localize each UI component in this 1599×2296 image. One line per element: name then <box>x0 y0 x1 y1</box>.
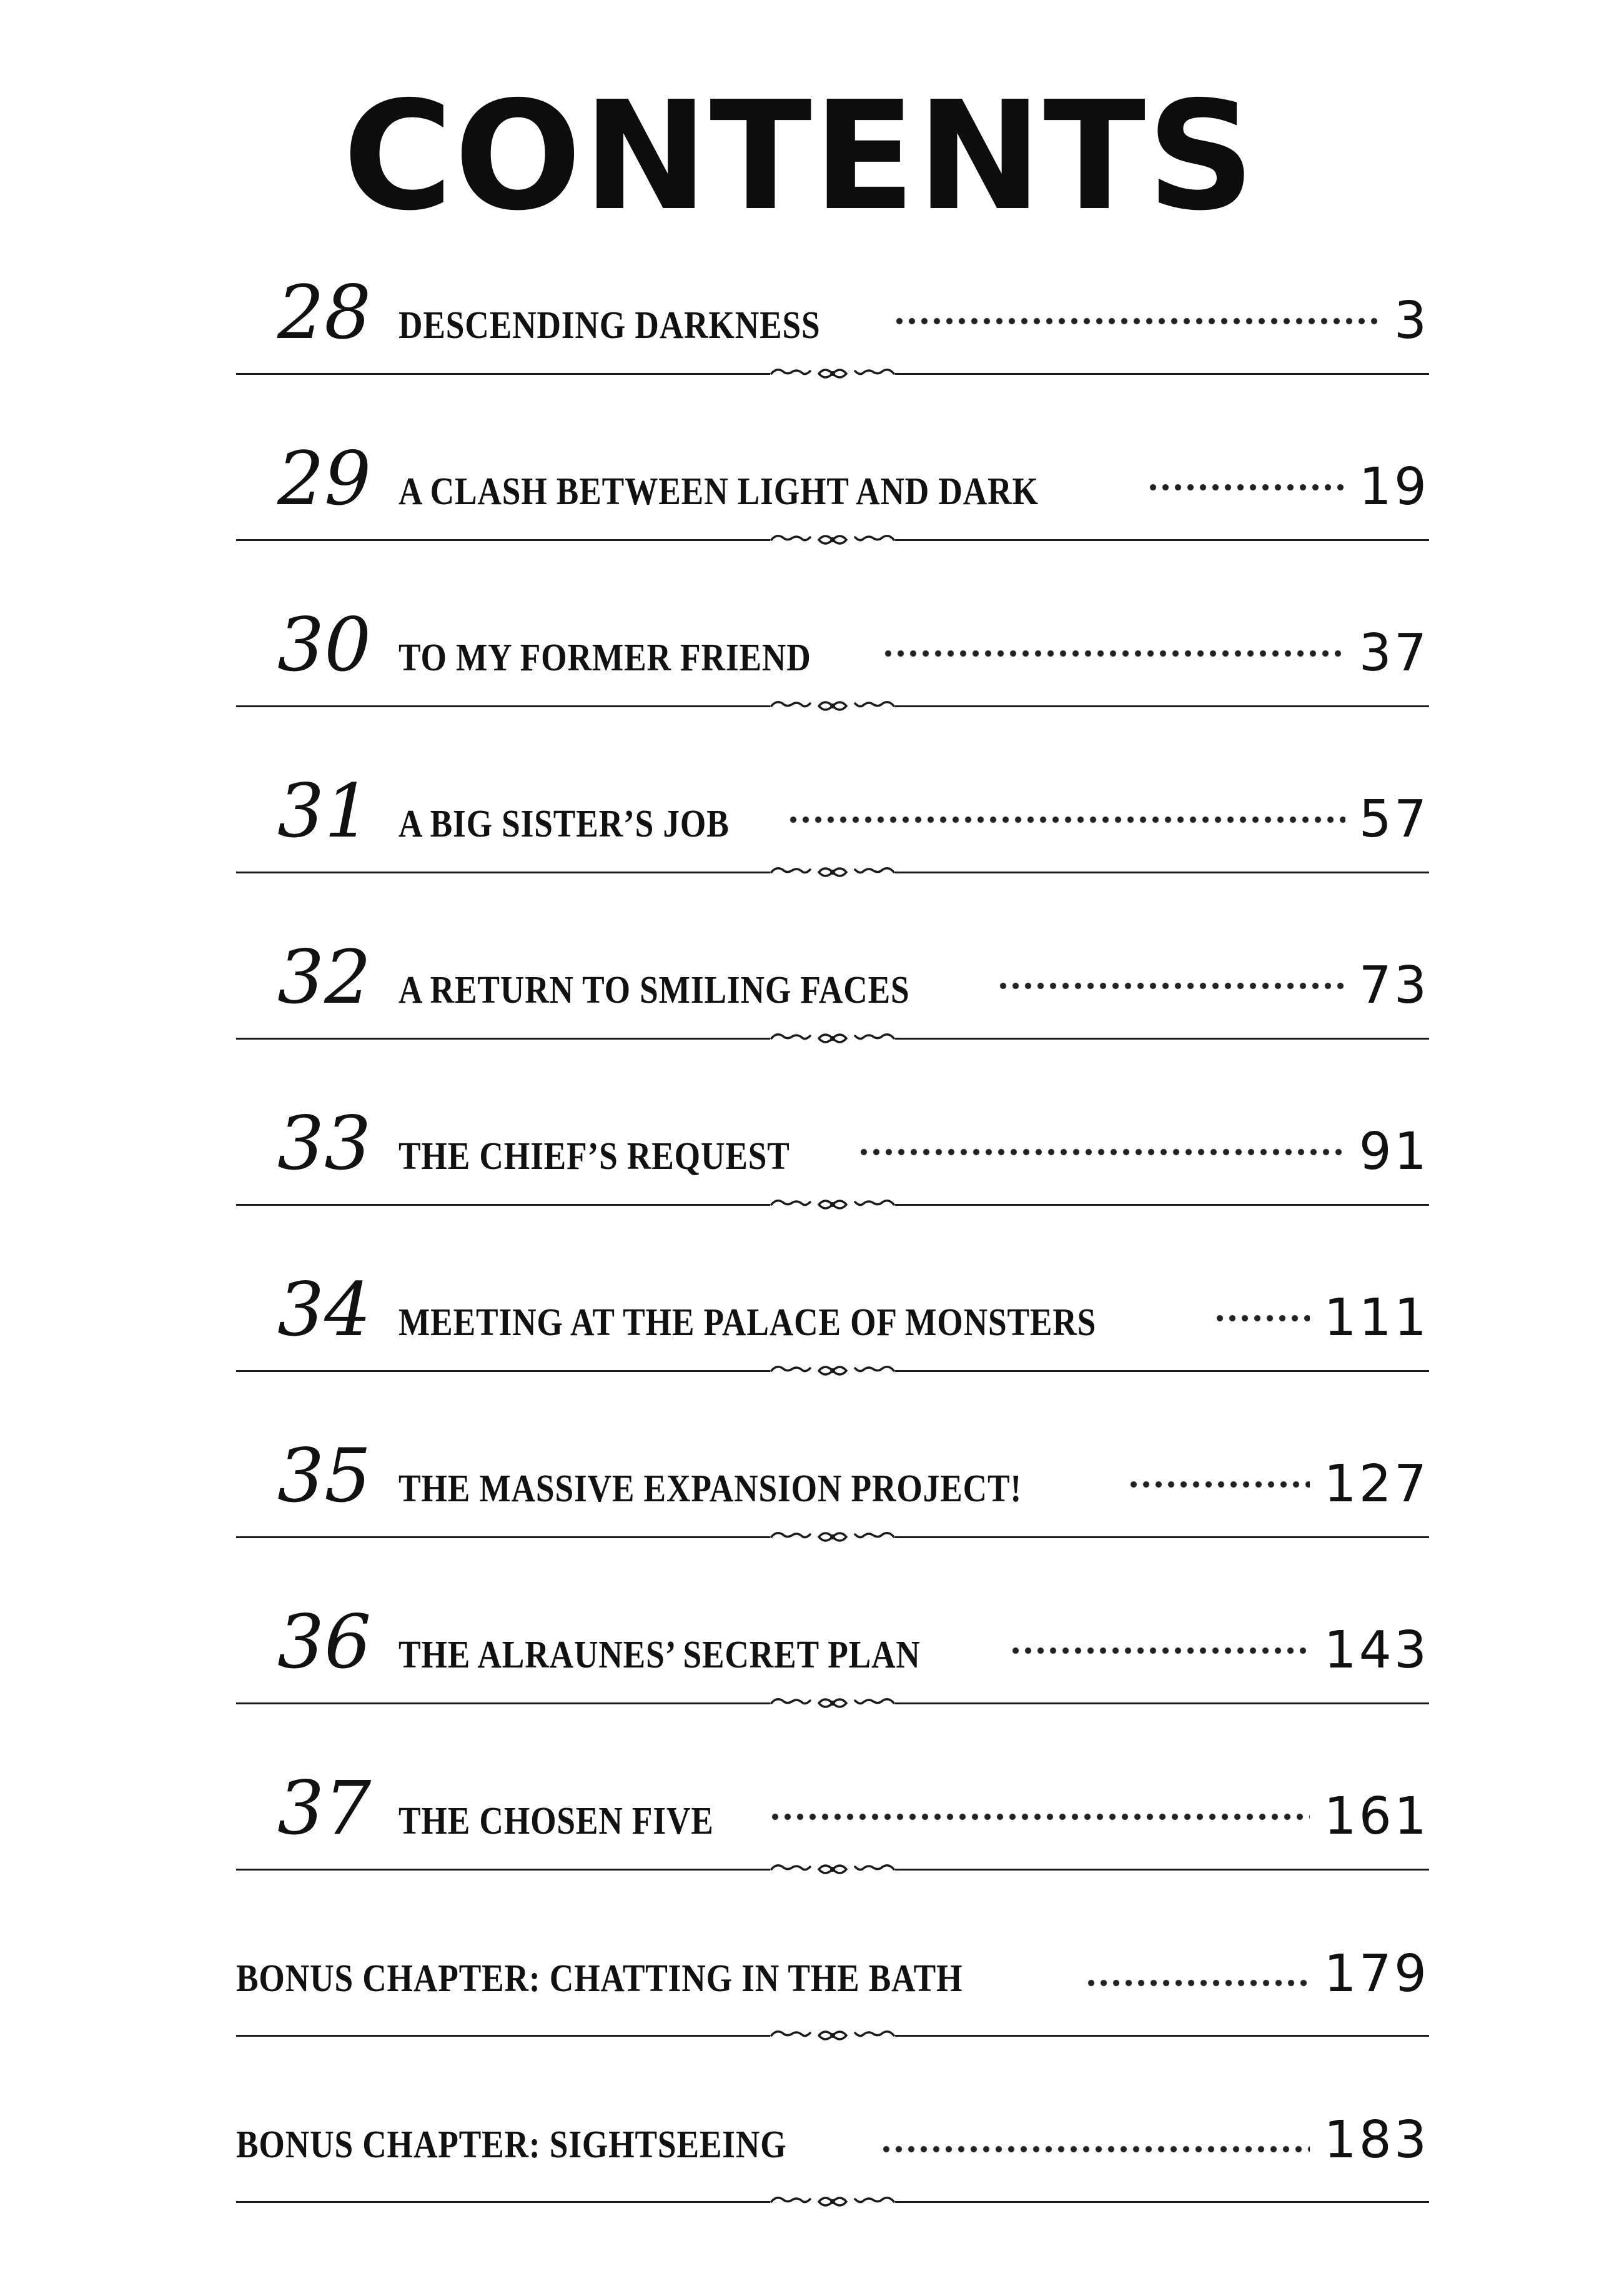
dot-leader <box>1009 1646 1310 1655</box>
divider <box>236 2023 1429 2048</box>
chapter-title[interactable]: THE CHIEF’S REQUEST <box>399 1135 790 1178</box>
divider <box>236 1691 1429 1716</box>
flourish-ornament-icon <box>764 1691 901 1716</box>
toc-entry-line[interactable] <box>236 435 1429 522</box>
page-number[interactable]: 91 <box>1359 1122 1429 1181</box>
toc-entry[interactable] <box>236 1247 1429 1413</box>
page-number[interactable]: 183 <box>1324 2110 1429 2170</box>
page-number[interactable]: 161 <box>1324 1787 1429 1846</box>
chapter-number: 31 <box>277 768 372 854</box>
page-number[interactable]: 37 <box>1359 624 1429 683</box>
flourish-ornament-icon <box>764 2189 901 2214</box>
flourish-ornament-icon <box>764 1857 901 1882</box>
toc-entry[interactable] <box>236 1746 1429 1912</box>
toc-entry-line[interactable] <box>236 1765 1429 1851</box>
dot-leader <box>769 1812 1310 1821</box>
toc-entry-line[interactable] <box>236 2103 1429 2178</box>
toc-entry[interactable] <box>236 915 1429 1081</box>
toc-entry-line[interactable] <box>236 1100 1429 1186</box>
divider <box>236 1026 1429 1051</box>
page-number[interactable]: 179 <box>1324 1944 1429 2004</box>
toc-entry[interactable] <box>236 1081 1429 1247</box>
chapter-number: 36 <box>277 1599 372 1685</box>
toc-entry-line[interactable] <box>236 1266 1429 1353</box>
chapter-title[interactable]: THE CHOSEN FIVE <box>399 1800 714 1842</box>
divider <box>236 1524 1429 1549</box>
chapter-title[interactable]: THE MASSIVE EXPANSION PROJECT! <box>399 1468 1022 1510</box>
dot-leader <box>882 649 1345 658</box>
flourish-ornament-icon <box>764 1358 901 1383</box>
divider <box>236 1358 1429 1383</box>
toc-entry-line[interactable] <box>236 1433 1429 1519</box>
divider <box>236 361 1429 386</box>
flourish-ornament-icon <box>764 527 901 552</box>
chapter-title[interactable]: A CLASH BETWEEN LIGHT AND DARK <box>399 470 1039 513</box>
page-number[interactable]: 73 <box>1359 956 1429 1015</box>
toc-entry-line[interactable] <box>236 768 1429 854</box>
page-number[interactable]: 111 <box>1324 1288 1429 1348</box>
page-number[interactable]: 127 <box>1324 1454 1429 1514</box>
divider <box>236 527 1429 552</box>
chapter-number: 35 <box>277 1433 372 1519</box>
toc-entry[interactable] <box>236 416 1429 582</box>
chapter-number: 29 <box>277 435 372 522</box>
toc-entry[interactable] <box>236 1579 1429 1746</box>
toc-entry-line[interactable] <box>236 602 1429 688</box>
flourish-ornament-icon <box>764 1192 901 1217</box>
page-number[interactable]: 3 <box>1394 291 1429 350</box>
table-of-contents <box>236 250 1429 2244</box>
chapter-title[interactable]: TO MY FORMER FRIEND <box>399 637 811 679</box>
chapter-title[interactable]: A RETURN TO SMILING FACES <box>399 969 910 1011</box>
chapter-number: 28 <box>277 269 372 355</box>
chapter-title[interactable]: BONUS CHAPTER: CHATTING IN THE BATH <box>236 1957 963 2000</box>
flourish-ornament-icon <box>764 860 901 885</box>
page-number[interactable]: 19 <box>1359 457 1429 517</box>
toc-entry-line[interactable] <box>236 934 1429 1020</box>
divider <box>236 1192 1429 1217</box>
page-number[interactable]: 57 <box>1359 790 1429 849</box>
divider <box>236 693 1429 718</box>
chapter-title[interactable]: THE ALRAUNES’ SECRET PLAN <box>399 1634 921 1676</box>
dot-leader <box>1214 1314 1310 1323</box>
dot-leader <box>1147 483 1345 492</box>
dot-leader <box>880 2145 1310 2154</box>
chapter-title[interactable]: BONUS CHAPTER: SIGHTSEEING <box>236 2124 787 2166</box>
flourish-ornament-icon <box>764 693 901 718</box>
chapter-number: 30 <box>277 602 372 688</box>
chapter-number: 33 <box>277 1100 372 1186</box>
divider <box>236 2189 1429 2214</box>
flourish-ornament-icon <box>764 2023 901 2048</box>
toc-entry-bonus[interactable] <box>236 2078 1429 2244</box>
toc-entry[interactable] <box>236 582 1429 748</box>
toc-entry[interactable] <box>236 1413 1429 1579</box>
toc-entry[interactable] <box>236 250 1429 416</box>
flourish-ornament-icon <box>764 361 901 386</box>
chapter-title[interactable]: DESCENDING DARKNESS <box>399 304 821 347</box>
chapter-number: 32 <box>277 934 372 1020</box>
dot-leader <box>787 815 1345 824</box>
dot-leader <box>1127 1480 1310 1489</box>
divider <box>236 860 1429 885</box>
chapter-number: 34 <box>277 1266 372 1353</box>
divider <box>236 1857 1429 1882</box>
page-title: CONTENTS <box>342 69 1257 244</box>
toc-entry-line[interactable] <box>236 1599 1429 1685</box>
dot-leader <box>858 1148 1345 1156</box>
dot-leader <box>893 317 1380 326</box>
chapter-number: 37 <box>277 1765 372 1851</box>
page-number[interactable]: 143 <box>1324 1621 1429 1680</box>
chapter-title[interactable]: A BIG SISTER’S JOB <box>399 803 730 845</box>
flourish-ornament-icon <box>764 1524 901 1549</box>
chapter-title[interactable]: MEETING AT THE PALACE OF MONSTERS <box>399 1301 1097 1344</box>
dot-leader <box>997 982 1345 990</box>
flourish-ornament-icon <box>764 1026 901 1051</box>
toc-entry-bonus[interactable] <box>236 1912 1429 2078</box>
dot-leader <box>1085 1979 1310 1987</box>
toc-entry-line[interactable] <box>236 269 1429 355</box>
toc-entry[interactable] <box>236 748 1429 915</box>
toc-entry-line[interactable] <box>236 1937 1429 2012</box>
